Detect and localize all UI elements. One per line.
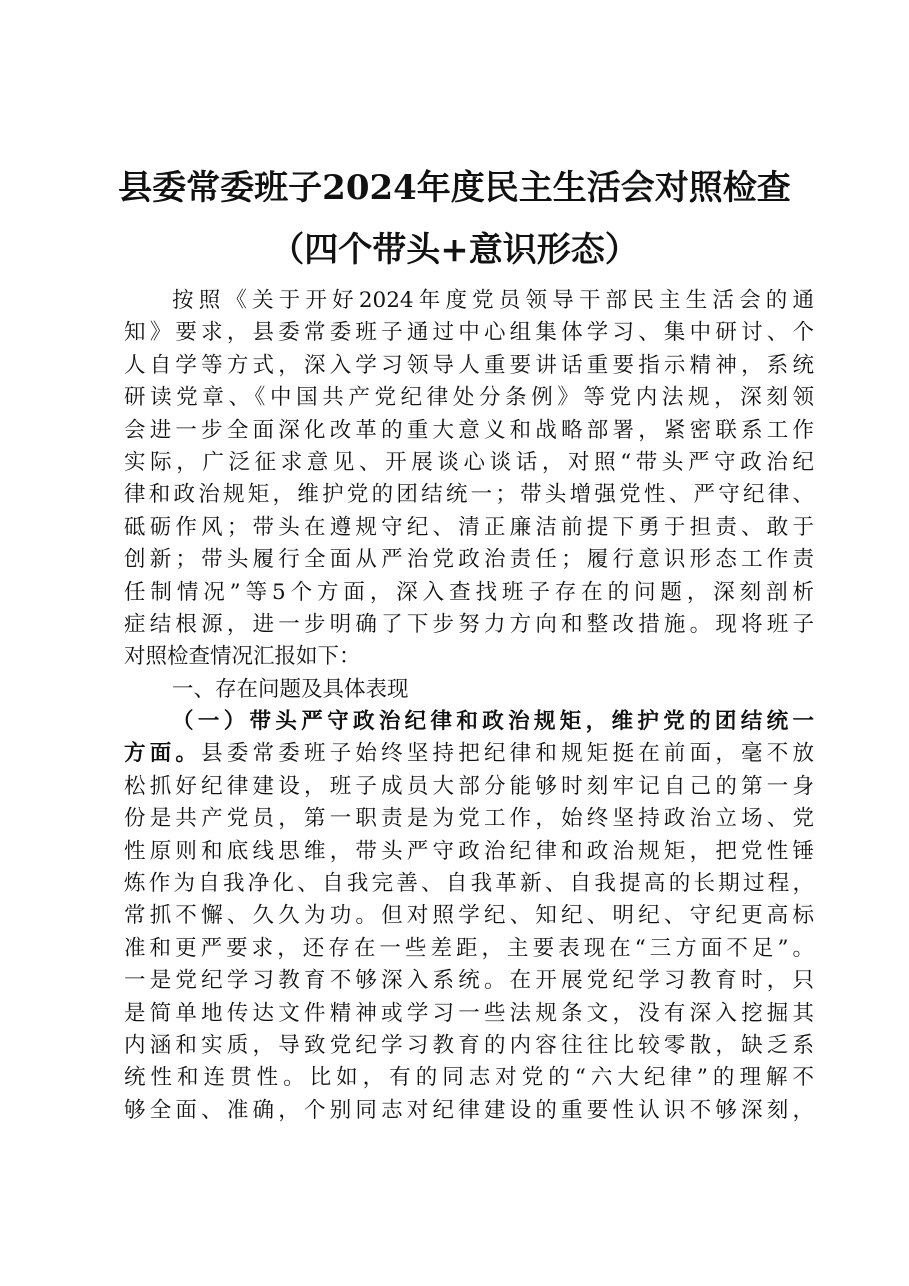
- body-line: 常抓不懈、久久为功。但对照学纪、知纪、明纪、守纪更高标: [124, 903, 814, 929]
- body-line: 准和更严要求，还存在一些差距，主要表现在“三方面不足”。: [124, 935, 814, 961]
- body-line: 性原则和底线思维，带头严守政治纪律和政治规矩，把党性锤: [124, 838, 814, 864]
- body-line: 一是党纪学习教育不够深入系统。在开展党纪学习教育时，只: [124, 968, 814, 994]
- body-line: 研读党章、《中国共产党纪律处分条例》等党内法规，深刻领: [124, 385, 814, 411]
- document-subtitle: （四个带头+意识形态）: [270, 230, 639, 270]
- body-line: 按照《关于开好2024年度党员领导干部民主生活会的通: [172, 288, 814, 313]
- body-line-text: 县委常委班子始终坚持把纪律和规矩挺在前面，毫不放: [201, 741, 814, 767]
- subsection-heading: （一）带头严守政治纪律和政治规矩，维护党的团结统一: [172, 709, 814, 735]
- body-line: 症结根源，进一步明确了下步努力方向和整改措施。现将班子: [124, 611, 814, 637]
- document-body: [124, 285, 814, 1127]
- body-line: 是简单地传达文件精神或学习一些法规条文，没有深入挖掘其: [124, 1000, 814, 1026]
- body-line: 份是共产党员，第一职责是为党工作，始终坚持政治立场、党: [124, 806, 814, 832]
- body-line: 统性和连贯性。比如，有的同志对党的“六大纪律”的理解不: [124, 1065, 814, 1091]
- body-line: 创新；带头履行全面从严治党政治责任；履行意识形态工作责: [124, 547, 814, 573]
- body-line: 知》要求，县委常委班子通过中心组集体学习、集中研讨、个: [124, 320, 814, 346]
- body-line-mixed: [124, 738, 814, 770]
- body-line: 律和政治规矩，维护党的团结统一；带头增强党性、严守纪律、: [124, 482, 814, 508]
- document-title: 县委常委班子2024年度民主生活会对照检查: [118, 168, 791, 208]
- body-line: 人自学等方式，深入学习领导人重要讲话重要指示精神，系统: [124, 352, 814, 378]
- body-line: 任制情况”等5个方面，深入查找班子存在的问题，深刻剖析: [124, 579, 814, 605]
- section-heading: 一、存在问题及具体表现: [172, 676, 409, 702]
- body-line: 松抓好纪律建设，班子成员大部分能够时刻牢记自己的第一身: [124, 773, 814, 799]
- body-line: 够全面、准确，个别同志对纪律建设的重要性认识不够深刻，: [124, 1097, 814, 1123]
- subsection-heading-tail: 方面。: [124, 741, 202, 767]
- body-line: 会进一步全面深化改革的重大意义和战略部署，紧密联系工作: [124, 417, 814, 443]
- body-line: 砥砺作风；带头在遵规守纪、清正廉洁前提下勇于担责、敢于: [124, 514, 814, 540]
- body-line: 实际，广泛征求意见、开展谈心谈话，对照“带头严守政治纪: [124, 449, 814, 475]
- body-line: 对照检查情况汇报如下：: [124, 644, 361, 670]
- body-line: 炼作为自我净化、自我完善、自我革新、自我提高的长期过程，: [124, 871, 814, 897]
- body-line: 内涵和实质，导致党纪学习教育的内容往往比较零散，缺乏系: [124, 1032, 814, 1058]
